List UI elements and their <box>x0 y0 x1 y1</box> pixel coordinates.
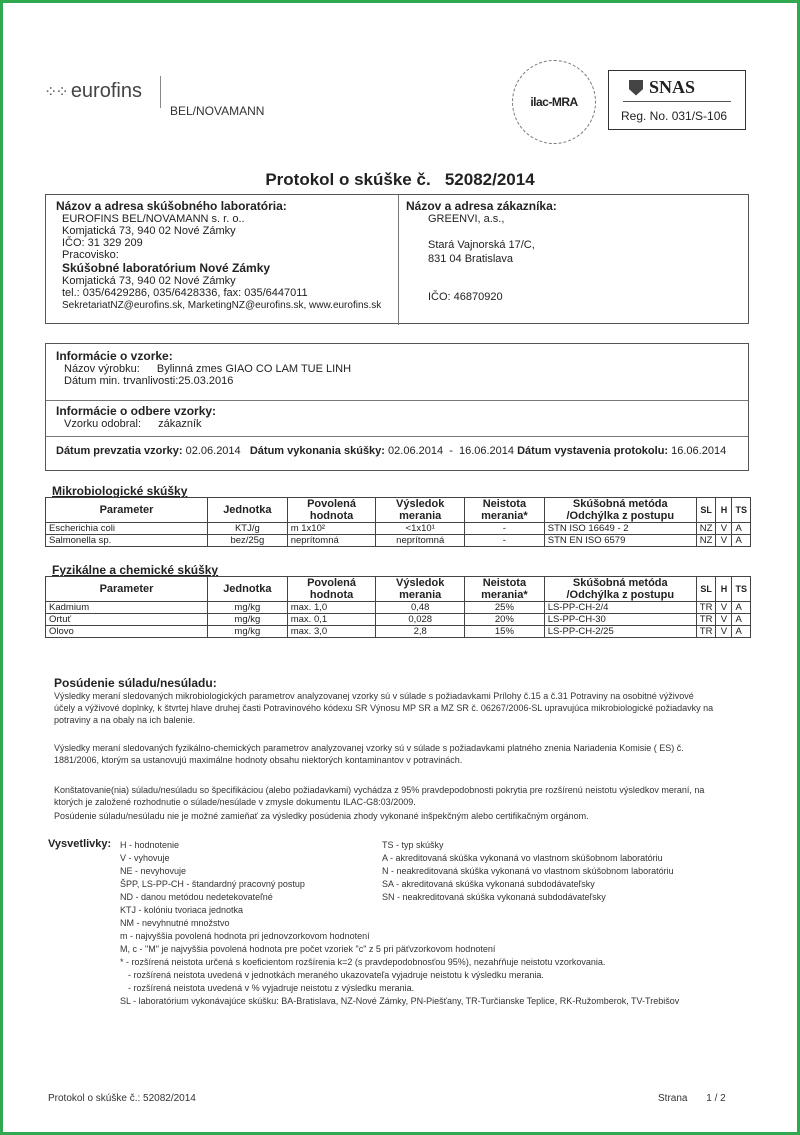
legend-full <box>120 930 760 1008</box>
cell-method: STN ISO 16649 - 2 <box>544 523 696 535</box>
dates-separator <box>46 436 748 437</box>
legend-item: SN - neakreditovaná skúška vykonaná subdodávateľsky <box>382 892 606 902</box>
cell-h: V <box>716 523 732 535</box>
col-sl: SL <box>696 577 716 602</box>
legend-right <box>382 839 674 904</box>
lab-site-name: Skúšobné laboratórium Nové Zámky <box>62 261 271 275</box>
cell-sl: TR <box>696 602 716 614</box>
assessment-heading: Posúdenie súladu/nesúladu: <box>54 676 217 690</box>
legend-item: NM - nevyhnutné množstvo <box>120 918 230 928</box>
ilac-mark: ilac-MRA <box>530 95 578 109</box>
legend-item: V - vyhovuje <box>120 853 170 863</box>
chem-title: Fyzikálne a chemické skúšky <box>52 563 219 577</box>
dates-line <box>56 445 726 457</box>
received-value: 02.06.2014 <box>185 445 241 457</box>
col-unit: Jednotka <box>207 498 287 523</box>
sample-block <box>56 349 351 387</box>
lab-line: EUROFINS BEL/NOVAMANN s. r. o.. <box>62 213 245 225</box>
legend-item: TS - typ skúšky <box>382 840 444 850</box>
cell-sl: TR <box>696 614 716 626</box>
cell-allowed: max. 1,0 <box>287 602 376 614</box>
legend-item: N - neakreditovaná skúška vykonaná vo vlastnom skúšobnom laboratóriu <box>382 866 674 876</box>
legend-item: ND - danou metódou nedetekovateľné <box>120 892 273 902</box>
legend-item: SA - akreditovaná skúška vykonaná subdodávateľsky <box>382 879 595 889</box>
cell-allowed: neprítomná <box>287 535 376 547</box>
table-row <box>46 614 751 626</box>
legend-item: * - rozšírená neistota určená s koeficientom rozšírenia k=2 (s pravdepodobnosťou 95%), nezahŕňuje neistotu vzorkovania. <box>120 957 606 967</box>
exec-value: 02.06.2014 - 16.06.2014 <box>388 445 515 457</box>
col-uncert: Neistota merania* <box>465 577 545 602</box>
legend-item: M, c - "M" je najvyššia povolená hodnota pre počet vzoriek "c" z 5 pri päťvzorkovom hodnotení <box>120 944 496 954</box>
lab-heading: Názov a adresa skúšobného laboratória: <box>56 199 287 213</box>
snas-reg: Reg. No. 031/S-106 <box>621 109 728 123</box>
cell-h: V <box>716 535 732 547</box>
legend-item: - rozšírená neistota uvedená v jednotkách meraného ukazovateľa vyjadruje neistotu k výsledku merania. <box>128 970 544 980</box>
cell-unit: bez/25g <box>207 535 287 547</box>
col-param: Parameter <box>46 577 208 602</box>
footer-protocol: Protokol o skúške č.: 52082/2014 <box>48 1093 196 1104</box>
lab-site-line: SekretariatNZ@eurofins.sk, MarketingNZ@eurofins.sk, www.eurofins.sk <box>62 300 382 311</box>
sample-separator <box>46 400 748 401</box>
legend-item: KTJ - kolóniu tvoriaca jednotka <box>120 905 244 915</box>
footer-page <box>658 1093 726 1104</box>
page-value: 1 / 2 <box>706 1093 726 1104</box>
snas-header <box>629 77 695 98</box>
lab-line: IČO: 31 329 209 <box>62 237 143 249</box>
cell-method: LS-PP-CH-2/25 <box>544 626 696 638</box>
sample-box <box>45 343 749 471</box>
legend-item: A - akreditovaná skúška vykonaná vo vlastnom skúšobnom laboratóriu <box>382 853 663 863</box>
customer-street: Stará Vajnorská 17/C, <box>428 239 535 251</box>
table-row <box>46 535 751 547</box>
table-row <box>46 626 751 638</box>
lab-line: Pracovisko: <box>62 249 119 261</box>
table-header-row <box>46 577 751 602</box>
legend-left <box>120 839 305 930</box>
col-allowed: Povolená hodnota <box>287 498 376 523</box>
cell-allowed: m 1x10² <box>287 523 376 535</box>
taken-value: zákazník <box>158 418 202 430</box>
col-result: Výsledok merania <box>376 577 465 602</box>
col-result: Výsledok merania <box>376 498 465 523</box>
page-label: Strana <box>658 1093 688 1104</box>
chem-table <box>45 576 751 638</box>
snas-name: SNAS <box>649 77 696 97</box>
cell-unit: mg/kg <box>207 626 287 638</box>
micro-title: Mikrobiologické skúšky <box>52 484 188 498</box>
table-header-row <box>46 498 751 523</box>
cell-param: Ortuť <box>46 614 208 626</box>
cell-result: neprítomná <box>376 535 465 547</box>
product-label: Názov výrobku: <box>64 363 140 375</box>
table-row <box>46 523 751 535</box>
col-method: Skúšobná metóda /Odchýlka z postupu <box>544 498 696 523</box>
col-allowed: Povolená hodnota <box>287 577 376 602</box>
legend-item: H - hodnotenie <box>120 840 180 850</box>
address-divider <box>398 195 399 325</box>
col-uncert: Neistota merania* <box>465 498 545 523</box>
sub-brand: BEL/NOVAMANN <box>170 104 265 118</box>
col-method: Skúšobná metóda /Odchýlka z postupu <box>544 577 696 602</box>
customer-ico: IČO: 46870920 <box>428 291 503 303</box>
cell-method: LS-PP-CH-2/4 <box>544 602 696 614</box>
cell-param: Salmonella sp. <box>46 535 208 547</box>
cell-result: 2,8 <box>376 626 465 638</box>
cell-param: Kadmium <box>46 602 208 614</box>
brand-name: eurofins <box>70 80 142 102</box>
cell-uncert: 25% <box>465 602 545 614</box>
cell-sl: NZ <box>696 523 716 535</box>
cell-h: V <box>716 614 732 626</box>
lab-line: Komjatická 73, 940 02 Nové Zámky <box>62 225 236 237</box>
col-unit: Jednotka <box>207 577 287 602</box>
legend-item: ŠPP, LS-PP-CH - štandardný pracovný postup <box>120 879 305 889</box>
cell-ts: A <box>732 523 751 535</box>
cell-unit: mg/kg <box>207 602 287 614</box>
cell-method: STN EN ISO 6579 <box>544 535 696 547</box>
cell-sl: TR <box>696 626 716 638</box>
cell-method: LS-PP-CH-30 <box>544 614 696 626</box>
legend-item: SL - laboratórium vykonávajúce skúšku: BA-Bratislava, NZ-Nové Zámky, PN-Piešťany, TR-Turčianske Teplice, RK-Ružomberok, TV-Trebišov <box>120 996 680 1006</box>
exec-label: Dátum vykonania skúšky: <box>249 445 385 457</box>
cell-param: Escherichia coli <box>46 523 208 535</box>
col-h: H <box>716 577 732 602</box>
assessment-p1: Výsledky meraní sledovaných mikrobiologických parametrov analyzovanej vzorky sú v súlade s požiadavkami Prílohy č.15 a č.31 Potraviny na osobitné výživové účely a výživové doplnky, k štvrtej hlave druhej časti Potravinového kódexu SR Výnosu MP SR a MZ SR č. 06267/2006-SL upravujúca mikrobiologické požiadavky na potraviny a na obaly na ich balenie. <box>54 691 714 725</box>
col-param: Parameter <box>46 498 208 523</box>
cell-param: Olovo <box>46 626 208 638</box>
sampling-heading: Informácie o odbere vzorky: <box>56 404 217 418</box>
lab-site-line: tel.: 035/6429286, 035/6428336, fax: 035/6447011 <box>62 287 308 299</box>
customer-name: GREENVI, a.s., <box>428 213 505 225</box>
issue-value: 16.06.2014 <box>671 445 727 457</box>
sampling-block <box>56 404 216 430</box>
ilac-mra-seal <box>512 60 596 144</box>
micro-table <box>45 497 751 547</box>
col-sl: SL <box>696 498 716 523</box>
assessment-p4: Posúdenie súladu/nesúladu nie je možné zamieňať za výsledky posúdenia zhody vykonané inšpekčným alebo certifikačným orgánom. <box>54 811 589 821</box>
snas-divider <box>623 101 731 102</box>
logo-divider <box>160 76 161 108</box>
lab-site-line: Komjatická 73, 940 02 Nové Zámky <box>62 275 236 287</box>
cell-sl: NZ <box>696 535 716 547</box>
cell-unit: KTJ/g <box>207 523 287 535</box>
cell-uncert: - <box>465 523 545 535</box>
cell-ts: A <box>732 614 751 626</box>
shield-icon <box>629 80 643 96</box>
cell-result: 0,028 <box>376 614 465 626</box>
customer-city: 831 04 Bratislava <box>428 253 513 265</box>
cell-h: V <box>716 602 732 614</box>
cell-uncert: - <box>465 535 545 547</box>
eurofins-logo <box>44 80 142 103</box>
col-ts: TS <box>732 498 751 523</box>
cell-uncert: 15% <box>465 626 545 638</box>
col-h: H <box>716 498 732 523</box>
cell-result: 0,48 <box>376 602 465 614</box>
lab-block <box>56 199 381 312</box>
legend-heading: Vysvetlivky: <box>48 838 112 850</box>
cell-uncert: 20% <box>465 614 545 626</box>
min-date-line: Dátum min. trvanlivosti:25.03.2016 <box>64 375 234 387</box>
snas-box <box>608 70 746 130</box>
legend-item: NE - nevyhovuje <box>120 866 187 876</box>
cell-ts: A <box>732 626 751 638</box>
protocol-title: Protokol o skúške č. 52082/2014 <box>265 170 535 189</box>
cell-allowed: max. 0,1 <box>287 614 376 626</box>
cell-allowed: max. 3,0 <box>287 626 376 638</box>
customer-block <box>406 199 557 303</box>
logo-dots-icon: ⁘⁘ <box>44 83 67 101</box>
cell-h: V <box>716 626 732 638</box>
table-row <box>46 602 751 614</box>
cell-ts: A <box>732 535 751 547</box>
sample-heading: Informácie o vzorke: <box>56 349 173 363</box>
received-label: Dátum prevzatia vzorky: <box>56 445 183 457</box>
legend-item: m - najvyššia povolená hodnota pri jednovzorkovom hodnotení <box>120 931 370 941</box>
issue-label: Dátum vystavenia protokolu: <box>517 445 669 457</box>
assessment-p3: Konštatovanie(nia) súladu/nesúladu so špecifikáciou (alebo požiadavkami) vychádza z 95% pravdepodobnosti pokrytia pre rozšírenú neistotu výsledkov meraní, na ktorých je založené rozhodnutie o súlade/nesúlade v zmysle dokumentu ILAC-G8:03/2009. <box>54 785 705 807</box>
cell-ts: A <box>732 602 751 614</box>
cell-unit: mg/kg <box>207 614 287 626</box>
assessment-p2: Výsledky meraní sledovaných fyzikálno-chemických parametrov analyzovanej vzorky sú v súlade s požiadavkami platného znenia Nariadenia Komisie ( ES) č. 1881/2006, ktorým sa ustanovujú maximálne hodnoty obsahu niektorých kontaminantov v potravinách. <box>54 743 684 765</box>
product-value: Bylinná zmes GIAO CO LAM TUE LINH <box>156 363 352 375</box>
cell-result: <1x10¹ <box>376 523 465 535</box>
col-ts: TS <box>732 577 751 602</box>
legend-item: - rozšírená neistota uvedená v % vyjadruje neistotu z výsledku merania. <box>128 983 415 993</box>
address-box <box>45 194 749 324</box>
customer-heading: Názov a adresa zákazníka: <box>406 199 557 213</box>
taken-label: Vzorku odobral: <box>64 418 142 430</box>
